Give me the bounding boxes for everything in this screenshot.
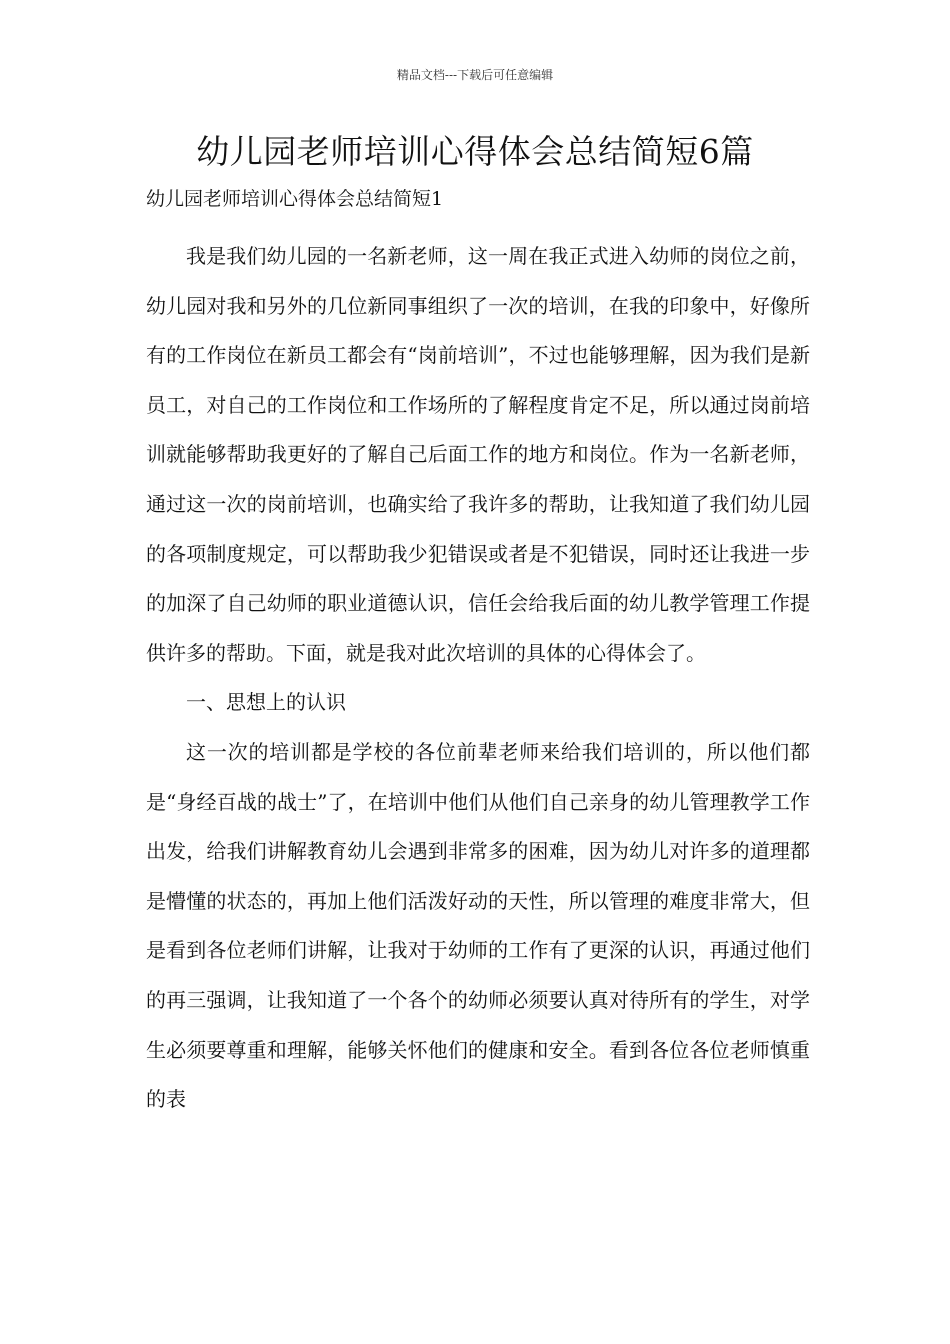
paragraph-section-one: 这一次的培训都是学校的各位前辈老师来给我们培训的，所以他们都是“身经百战的战士”了，在培训中他们从他们自己亲身的幼儿管理教学工作出发，给我们讲解教育幼儿会遇到非常多的困难，因为幼儿对许多的道理都是懵懂的状态的，再加上他们活泼好动的天性，所以管理的难度非常大，但是看到各位老师们讲解，让我对于幼师的工作有了更深的认识，再通过他们的再三强调，让我知道了一个各个的幼师必须要认真对待所有的学生，对学生必须要尊重和理解，能够关怀他们的健康和安全。看到各位各位老师慎重的表 [146, 739, 810, 1112]
paragraph-intro: 我是我们幼儿园的一名新老师，这一周在我正式进入幼师的岗位之前，幼儿园对我和另外的几位新同事组织了一次的培训，在我的印象中，好像所有的工作岗位在新员工都会有“岗前培训”，不过也能够理解，因为我们是新员工，对自己的工作岗位和工作场所的了解程度肯定不足，所以通过岗前培训就能够帮助我更好的了解自己后面工作的地方和岗位。作为一名新老师，通过这一次的岗前培训，也确实给了我许多的帮助，让我知道了我们幼儿园的各项制度规定，可以帮助我少犯错误或者是不犯错误，同时还让我进一步的加深了自己幼师的职业道德认识，信任会给我后面的幼儿教学管理工作提供许多的帮助。下面，就是我对此次培训的具体的心得体会了。 [146, 244, 810, 665]
section-heading: 一、思想上的认识 [186, 690, 346, 715]
document-subtitle: 幼儿园老师培训心得体会总结简短1 [146, 188, 444, 210]
document-title: 幼儿园老师培训心得体会总结简短6篇 [196, 132, 754, 171]
header-note: 精品文档---下载后可任意编辑 [396, 68, 554, 82]
document-body [146, 232, 810, 1125]
